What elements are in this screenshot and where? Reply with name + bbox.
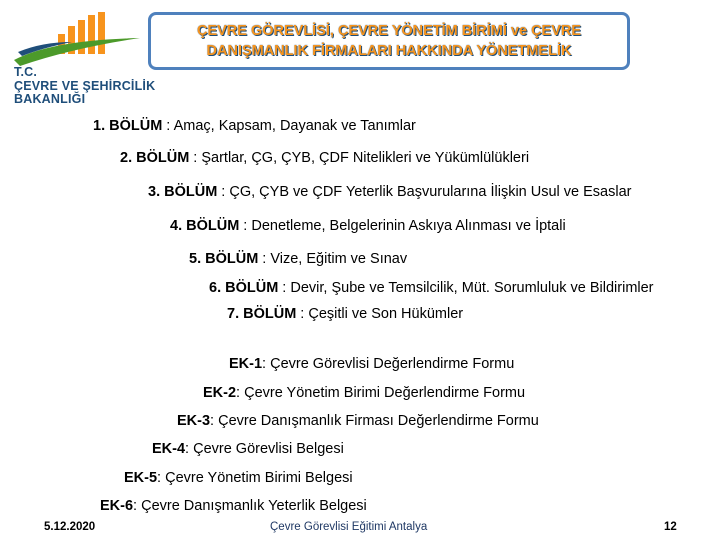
annex-item	[152, 440, 344, 458]
title-line-2: DANIŞMANLIK FİRMALARI HAKKINDA YÖNETMELİK	[206, 43, 572, 59]
section-head: 3. BÖLÜM	[148, 184, 218, 200]
annex-item	[100, 497, 367, 515]
section-text: : Devir, Şube ve Temsilcilik, Müt. Sorumluluk ve Bildirimler	[278, 280, 654, 296]
section-text: : Vize, Eğitim ve Sınav	[258, 251, 408, 267]
section-item	[120, 149, 529, 167]
section-item	[227, 305, 463, 323]
annex-head: EK-2	[203, 385, 237, 401]
section-head: 4. BÖLÜM	[170, 218, 240, 234]
section-item	[189, 250, 407, 268]
annex-item	[124, 469, 353, 487]
section-head: 6. BÖLÜM	[209, 280, 279, 296]
footer-center-text: Çevre Görevlisi Eğitimi Antalya	[270, 521, 428, 533]
section-head: 5. BÖLÜM	[189, 251, 259, 267]
section-item	[148, 183, 631, 201]
section-text: : Çeşitli ve Son Hükümler	[296, 306, 464, 322]
annex-head: EK-1	[229, 356, 263, 372]
section-text: : Şartlar, ÇG, ÇYB, ÇDF Nitelikleri ve Yükümlülükleri	[189, 150, 530, 166]
annex-text: : Çevre Görevlisi Değerlendirme Formu	[262, 356, 515, 372]
section-head: 1. BÖLÜM	[93, 118, 163, 134]
annex-item	[177, 412, 539, 430]
annex-text: : Çevre Danışmanlık Firması Değerlendirme Formu	[210, 413, 539, 429]
title-line-1: ÇEVRE GÖREVLİSİ, ÇEVRE YÖNETİM BİRİMİ ve ÇEVRE	[196, 23, 582, 39]
annex-head: EK-4	[152, 441, 186, 457]
annex-head: EK-3	[177, 413, 211, 429]
section-text: : Denetleme, Belgelerinin Askıya Alınması ve İptali	[239, 218, 566, 234]
logo-line-bakanligi: BAKANLIĞI	[14, 92, 86, 106]
section-head: 7. BÖLÜM	[227, 306, 297, 322]
ministry-logo	[12, 12, 156, 112]
logo-text	[14, 66, 155, 107]
section-text: : ÇG, ÇYB ve ÇDF Yeterlik Başvurularına İlişkin Usul ve Esaslar	[217, 184, 632, 200]
annex-text: : Çevre Danışmanlık Yeterlik Belgesi	[133, 498, 367, 514]
section-text: : Amaç, Kapsam, Dayanak ve Tanımlar	[162, 118, 416, 134]
annex-text: : Çevre Yönetim Birimi Değerlendirme Formu	[236, 385, 526, 401]
title-box	[148, 12, 630, 70]
page-number: 12	[664, 521, 677, 533]
logo-emblem-icon	[12, 12, 147, 67]
section-item	[170, 217, 566, 235]
annex-item	[203, 384, 525, 402]
logo-line-tc: T.C.	[14, 65, 38, 79]
annex-head: EK-6	[100, 498, 134, 514]
footer-date: 5.12.2020	[44, 521, 96, 533]
section-head: 2. BÖLÜM	[120, 150, 190, 166]
annex-text: : Çevre Yönetim Birimi Belgesi	[157, 470, 353, 486]
section-item	[209, 279, 654, 297]
section-item	[93, 117, 416, 135]
logo-line-ministry: ÇEVRE VE ŞEHİRCİLİK	[14, 78, 156, 93]
annex-text: : Çevre Görevlisi Belgesi	[185, 441, 344, 457]
annex-item	[229, 355, 514, 373]
annex-head: EK-5	[124, 470, 158, 486]
